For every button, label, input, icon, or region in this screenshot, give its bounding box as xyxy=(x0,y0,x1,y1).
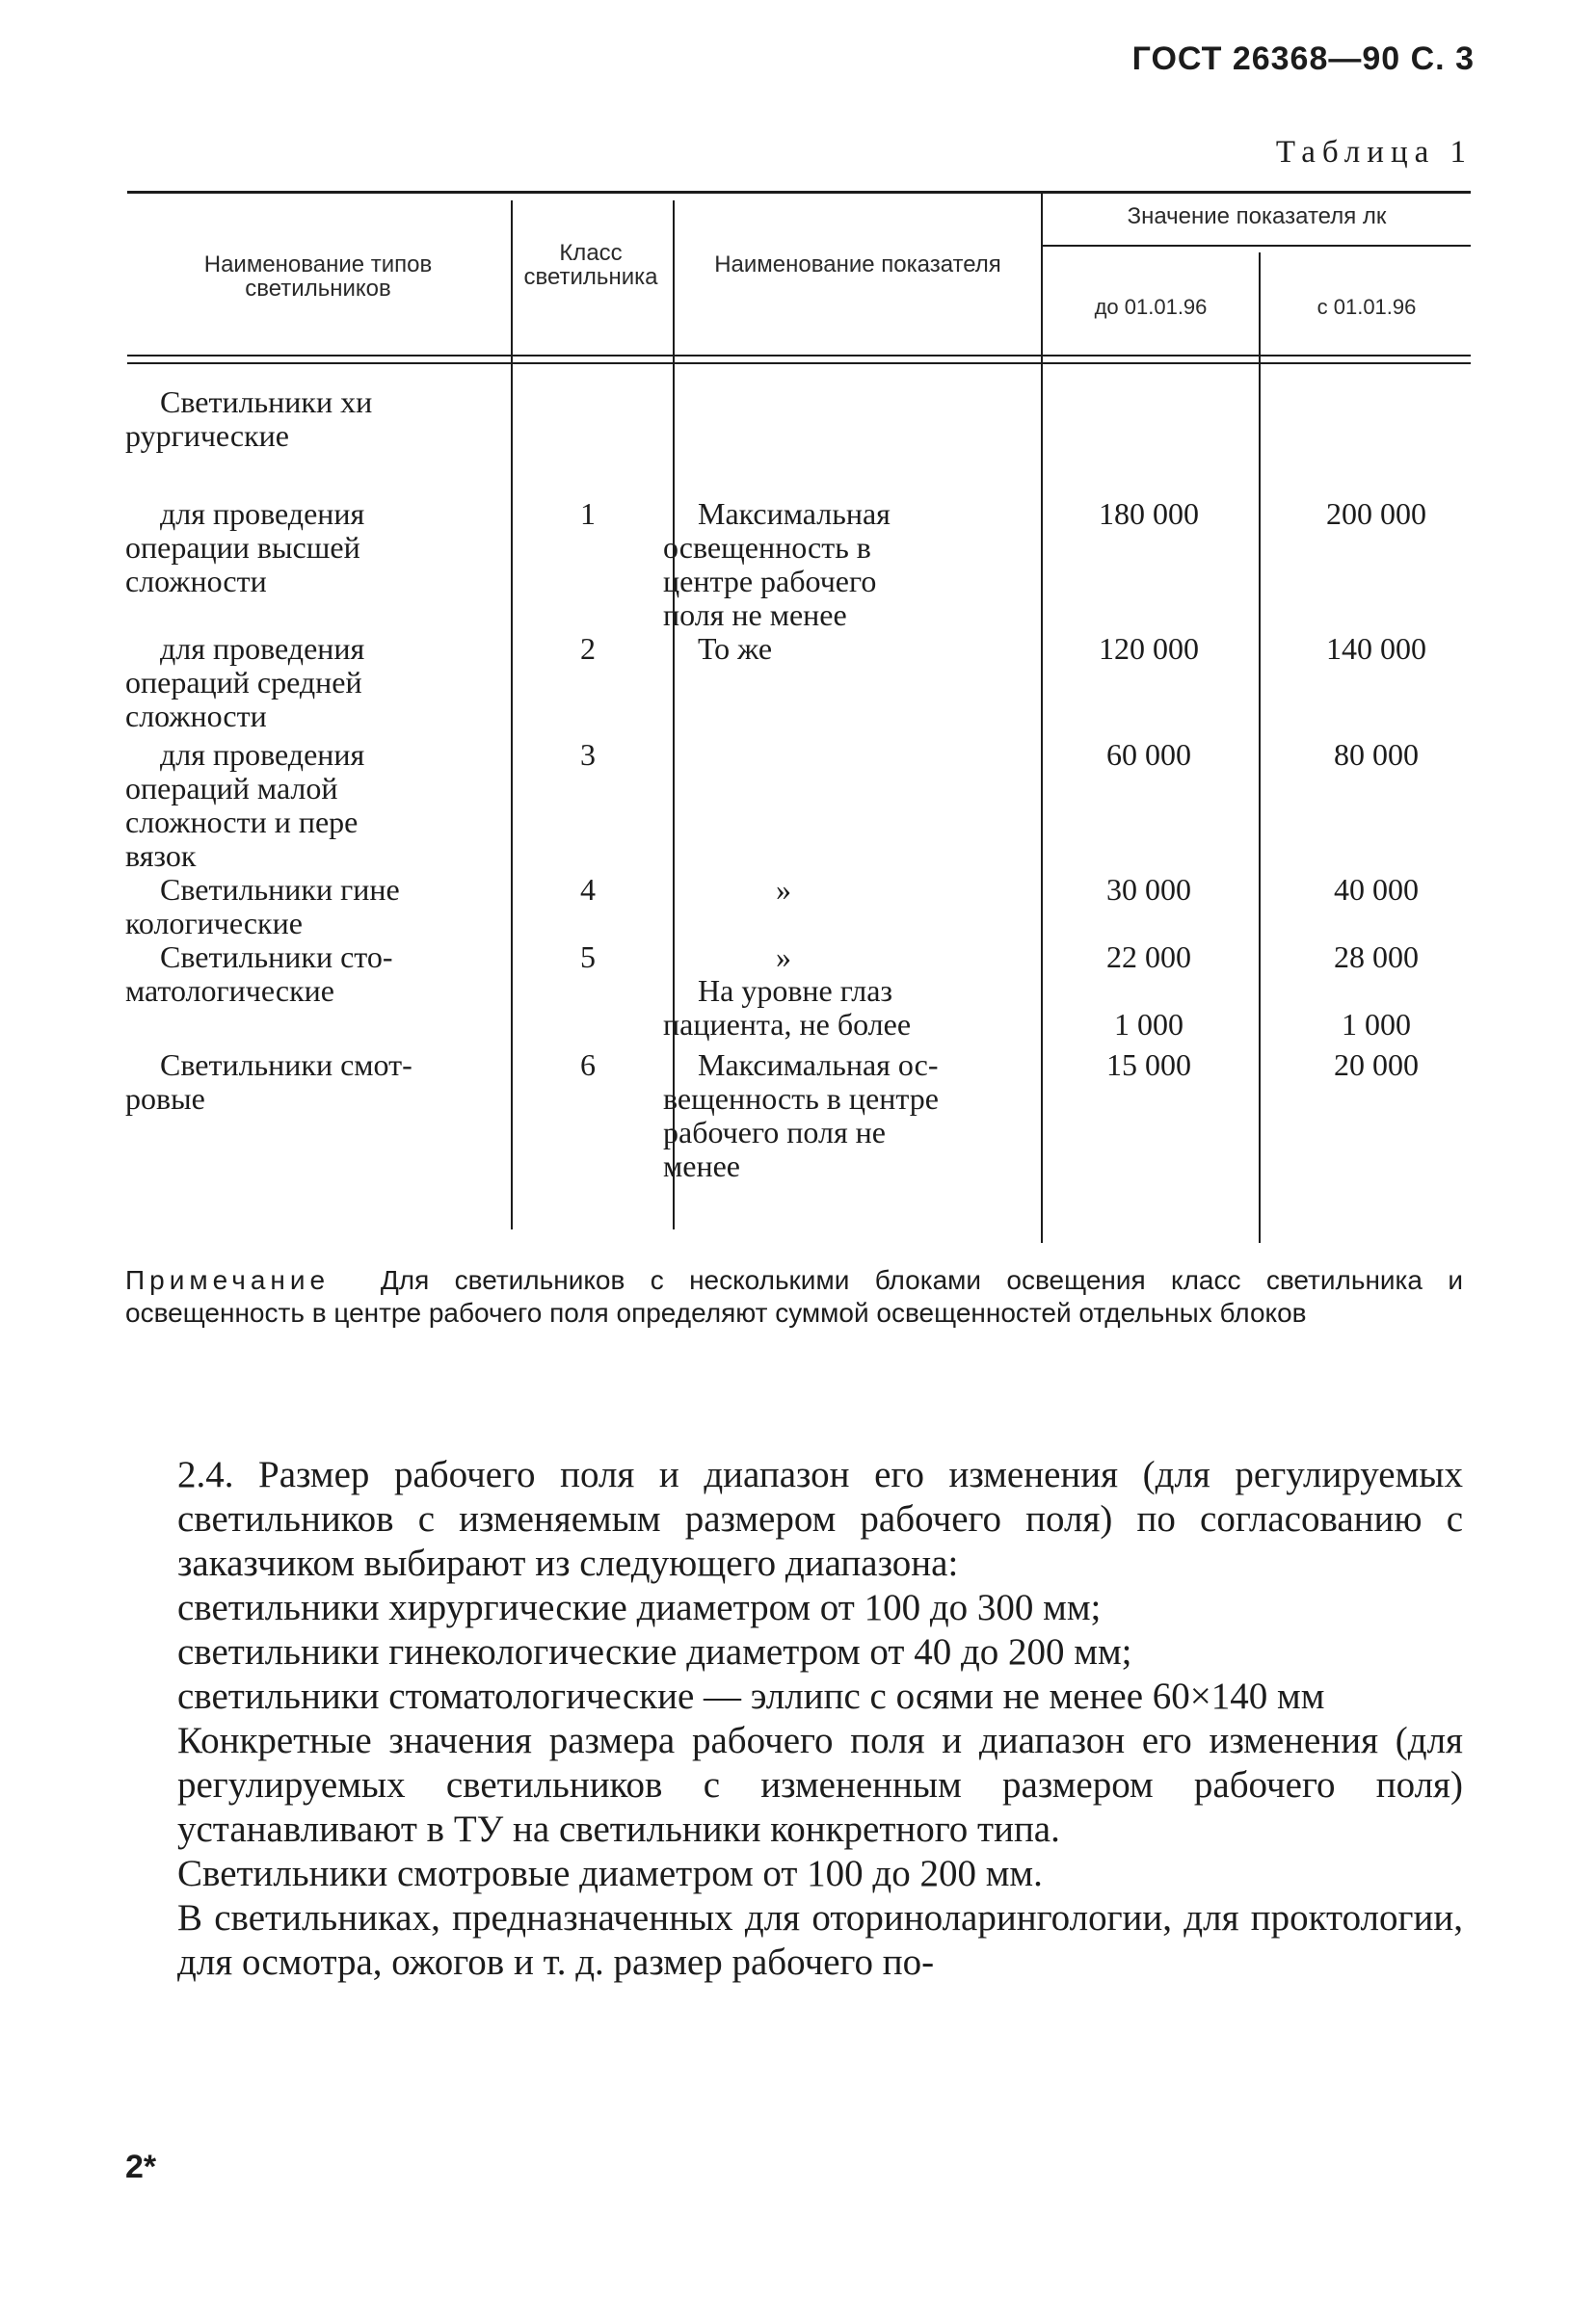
cell-value-before-line: 120 000 xyxy=(1099,631,1199,666)
cell-name xyxy=(125,385,492,453)
cell-indicator-line: пациента, не более xyxy=(663,1007,912,1042)
cell-value-before xyxy=(1043,497,1255,531)
cell-value-before-line xyxy=(1043,974,1255,1008)
cell-indicator-line: рабочего поля не xyxy=(663,1115,886,1149)
cell-name-line: для проведения xyxy=(160,496,365,531)
table-top-rule xyxy=(127,191,1471,194)
cell-name-line: рургические xyxy=(125,418,289,453)
cell-name-line: ровые xyxy=(125,1081,205,1116)
paragraph-ent: В светильниках, предназначенных для оториноларингологии, для проктологии, для осмотра, ожогов и т. д. размер рабочего по- xyxy=(177,1897,1463,1983)
cell-class: 3 xyxy=(580,737,596,772)
header-value-group: Значение показателя лк xyxy=(1127,203,1387,229)
cell-name-line: Светильники хи xyxy=(160,384,373,419)
cell-name-line: для проведения xyxy=(160,737,365,772)
header-indicator: Наименование показателя xyxy=(714,251,1001,277)
cell-indicator-line: центре рабочего xyxy=(663,564,877,598)
cell-indicator-line: То же xyxy=(698,631,773,666)
header-before: до 01.01.96 xyxy=(1094,295,1208,319)
cell-value-before xyxy=(1043,738,1255,772)
cell-value-after-line: 140 000 xyxy=(1326,631,1426,666)
cell-value-before xyxy=(1043,873,1255,907)
body-section xyxy=(114,1453,1463,1985)
cell-name-line: операции высшей xyxy=(125,530,360,565)
cell-name-line: Светильники сто- xyxy=(160,939,393,974)
cell-indicator-line: Максимальная ос- xyxy=(698,1047,939,1082)
cell-value-after-line: 80 000 xyxy=(1334,737,1419,772)
note-label: Примечание xyxy=(125,1265,331,1295)
cell-value-before xyxy=(1043,940,1255,1042)
page-footmark: 2* xyxy=(125,2149,157,2185)
cell-value-after xyxy=(1261,1048,1492,1082)
cell-class: 4 xyxy=(580,872,596,907)
cell-value-before-line: 1 000 xyxy=(1114,1007,1183,1042)
cell-name-line: операций малой xyxy=(125,771,338,805)
cell-name-line: вязок xyxy=(125,838,197,873)
value-group-rule xyxy=(1043,245,1471,247)
cell-value-after-line xyxy=(1261,974,1492,1008)
cell-value-before-line: 15 000 xyxy=(1106,1047,1191,1082)
cell-name xyxy=(125,873,492,940)
cell-value-after xyxy=(1261,497,1492,531)
cell-name xyxy=(125,1048,492,1116)
cell-value-after-line: 28 000 xyxy=(1334,939,1419,974)
cell-class: 2 xyxy=(580,631,596,666)
cell-value-before-line: 30 000 xyxy=(1106,872,1191,907)
cell-value-before xyxy=(1043,1048,1255,1082)
cell-indicator-line: поля не менее xyxy=(663,597,847,632)
header-class: Класс светильника xyxy=(523,240,658,290)
cell-name-line: сложности и пере xyxy=(125,805,359,839)
cell-value-after xyxy=(1261,632,1492,666)
cell-value-after xyxy=(1261,940,1492,1042)
cell-class: 1 xyxy=(580,496,596,531)
cell-indicator-line: освещенность в xyxy=(663,530,871,565)
cell-class: 5 xyxy=(580,939,596,974)
paragraph-specific-values: Конкретные значения размера рабочего поля и диапазон его изменения (для регулируемых светильников с измененным размером рабочего поля) устанавливают в ТУ на светильники конкретного типа. xyxy=(177,1720,1463,1850)
list-item-dental: светильники стоматологические — эллипс с осями не менее 60×140 мм xyxy=(177,1676,1325,1717)
cell-indicator-line: Максимальная xyxy=(698,496,891,531)
cell-value-before-line: 60 000 xyxy=(1106,737,1191,772)
cell-indicator-line: На уровне глаз xyxy=(698,973,893,1008)
header-name: Наименование типов светильников xyxy=(203,251,433,302)
cell-indicator xyxy=(663,940,1029,1042)
cell-value-after xyxy=(1261,738,1492,772)
cell-name xyxy=(125,632,492,733)
note-text: Для светильников с несколькими блоками освещения класс светильника и освещенность в центре рабочего поля определяют суммой освещенностей отдельных блоков xyxy=(125,1265,1463,1328)
cell-value-before-line: 22 000 xyxy=(1106,939,1191,974)
cell-indicator-line: вещенность в центре xyxy=(663,1081,939,1116)
cell-name-line: сложности xyxy=(125,564,267,598)
cell-indicator xyxy=(663,632,1029,666)
cell-name xyxy=(125,738,492,873)
cell-indicator-line: » xyxy=(776,872,791,907)
table-label: Таблица 1 xyxy=(1275,135,1473,170)
cell-name-line: операций средней xyxy=(125,665,362,700)
page-header: ГОСТ 26368—90 С. 3 xyxy=(1131,40,1475,77)
cell-indicator xyxy=(663,1048,1029,1183)
cell-name-line: матологические xyxy=(125,973,334,1008)
cell-value-after-line: 200 000 xyxy=(1326,496,1426,531)
cell-name-line: Светильники гине xyxy=(160,872,400,907)
cell-value-before xyxy=(1043,632,1255,666)
cell-indicator-line: » xyxy=(776,939,791,974)
cell-indicator xyxy=(663,873,1029,907)
cell-name-line: сложности xyxy=(125,699,267,733)
header-after: с 01.01.96 xyxy=(1316,295,1417,319)
cell-name-line: Светильники смот- xyxy=(160,1047,412,1082)
header-bottom-rule-2 xyxy=(127,362,1471,364)
cell-value-before-line: 180 000 xyxy=(1099,496,1199,531)
paragraph-2-4: 2.4. Размер рабочего поля и диапазон его изменения (для регулируемых светильников с изменяемым размером рабочего поля) по согласованию с заказчиком выбирают из следующего диапазона: xyxy=(177,1454,1463,1584)
cell-value-after-line: 20 000 xyxy=(1334,1047,1419,1082)
cell-value-after-line: 40 000 xyxy=(1334,872,1419,907)
cell-value-after xyxy=(1261,873,1492,907)
table-note xyxy=(125,1264,1463,1330)
cell-name xyxy=(125,940,492,1008)
cell-class: 6 xyxy=(580,1047,596,1082)
cell-indicator-line: менее xyxy=(663,1149,740,1183)
list-item-gynecological: светильники гинекологические диаметром от 40 до 200 мм; xyxy=(177,1631,1132,1673)
col-divider-3 xyxy=(1041,193,1043,1243)
cell-name xyxy=(125,497,492,598)
header-bottom-rule xyxy=(127,355,1471,357)
cell-name-line: кологические xyxy=(125,906,303,940)
cell-indicator xyxy=(663,497,1029,632)
list-item-surgical: светильники хирургические диаметром от 100 до 300 мм; xyxy=(177,1587,1102,1628)
paragraph-examination: Светильники смотровые диаметром от 100 до 200 мм. xyxy=(177,1853,1043,1894)
cell-value-after-line: 1 000 xyxy=(1342,1007,1411,1042)
cell-name-line: для проведения xyxy=(160,631,365,666)
